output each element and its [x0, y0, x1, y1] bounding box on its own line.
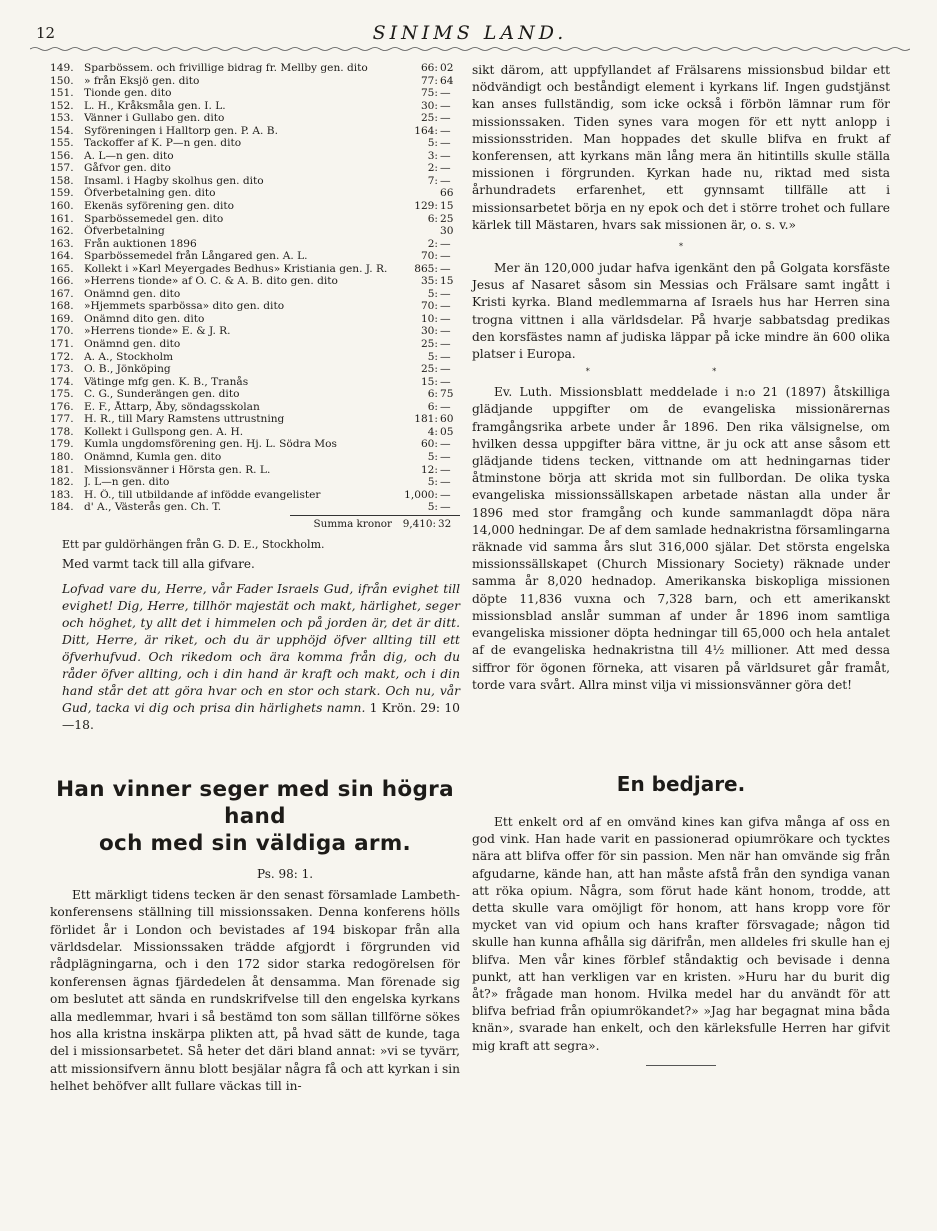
ledger-amount [402, 388, 460, 401]
ledger-amount [402, 351, 460, 364]
ledger-row [50, 501, 460, 514]
ledger-ore: 30 [440, 225, 454, 238]
page-header [30, 22, 910, 48]
ledger-description: Kumla ungdomsförening gen. Hj. L. Södra Mos [84, 438, 337, 451]
ledger-description: d' A., Västerås gen. Ch. T. [84, 501, 222, 514]
ledger-row [50, 250, 460, 263]
ledger-description: Kollekt i Gullspong gen. A. H. [84, 425, 244, 438]
article-title [50, 776, 460, 857]
donation-ledger [50, 62, 460, 514]
ledger-amount [402, 112, 460, 125]
ledger-amount [402, 187, 460, 200]
ledger-description: Ekenäs syförening gen. dito [84, 200, 235, 213]
ledger-ore: — [440, 438, 451, 451]
ledger-number: 166. [50, 275, 74, 288]
article-scripture-ref: Ps. 98: 1. [256, 866, 314, 881]
bedjare-title: En bedjare. [616, 771, 746, 796]
ledger-kronor: 2: [427, 162, 438, 175]
ledger-row [50, 451, 460, 464]
ledger-number: 184. [50, 501, 74, 514]
ledger-ore: — [440, 124, 451, 137]
ledger-description: Insaml. i Hagby skolhus gen. dito [84, 174, 264, 187]
ledger-kronor: 60: [420, 438, 438, 451]
ledger-number: 154. [50, 124, 74, 137]
ledger-amount [402, 363, 460, 376]
ledger-kronor: 3: [427, 149, 438, 162]
ledger-ore: — [440, 300, 451, 313]
ledger-amount [402, 325, 460, 338]
ledger-description: A. L—n gen. dito [84, 149, 174, 162]
ledger-amount [402, 288, 460, 301]
ledger-row [50, 438, 460, 451]
ledger-kronor: 66: [420, 62, 438, 74]
thanks-line: Med varmt tack till alla gifvare. [62, 556, 255, 571]
ledger-kronor: 77: [420, 74, 438, 87]
ledger-number: 149. [50, 62, 74, 74]
ledger-description: Syföreningen i Halltorp gen. P. A. B. [84, 124, 278, 137]
ledger-amount [402, 137, 460, 150]
ledger-number: 181. [50, 463, 74, 476]
ledger-ore: — [440, 312, 451, 325]
article-continuation: sikt därom, att uppfyllandet af Frälsarens missionsbud bildar ett nödvändigt och beståndigt element i kyrkans lif. Ingen gudstjänst kan anses fullständig, som icke också i förbön lämnar rum för missionssaken. Tiden synes vara mogen för ett nytt anlopp i missionsstriden. Man hoppades det skulle blifva en frukt af konferensen, att kyrkans män lång mera än hitintills skulle ställa missionen i förgrunden. Kyrkan hade nu, riktad med sista århundradets erfarenhet, ett gynnsamt tillfälle att i missionsarbetet börja en ny epok och det i större trohet och fullare kärlek till Mästaren, hvars sak missionen är, o. s. v.» [472, 63, 890, 232]
ledger-amount [402, 413, 460, 426]
ledger-number: 168. [50, 300, 74, 313]
ledger-ore: — [440, 375, 451, 388]
ledger-amount [402, 426, 460, 439]
bedjare-text: Ett enkelt ord af en omvänd kines kan gifva många af oss en god vink. Han hade varit en passionerad opiumrökare och tycktes nära att blifva offer för sin passion. Men när han omvände sig från afgudarne, kände han, att han måste afstå från den syndiga vanan att röka opium. Några, som förut hade känt honom, trodde, att detta skulle vara omöjligt för honom, att hans kropp vore för mycket van vid opium och hans krafter försvagade; någon tid skulle han kunna afhålla sig därifrån, men alldeles fri skulle han ej blifva. Men vår kines förblef ståndaktig och bevisade i denna punkt, att han verkligen var en kristen. »Huru har du burit dig åt?» frågade man honom. Hvilka medel har du användt för att blifva befriad från opiumrökandet?» »Jag har begagnat mina båda knän», svarade han enkelt, och den kärleksfulle Herren har gifvit mig kraft att segra». [472, 814, 890, 1053]
ledger-total [50, 518, 460, 530]
ledger-row [50, 426, 460, 439]
ledger-number: 175. [50, 388, 74, 401]
ledger-description: Missionsvänner i Hörsta gen. R. L. [84, 463, 271, 476]
ledger-row [50, 112, 460, 125]
ledger-row [50, 476, 460, 489]
ledger-kronor: 1,000: [404, 488, 438, 501]
ledger-ore: — [440, 162, 451, 175]
ledger-description: Tionde gen. dito [84, 87, 172, 100]
ledger-ore: 15 [440, 200, 454, 213]
ledger-description: Onämnd dito gen. dito [84, 312, 205, 325]
luth-note: Ev. Luth. Missionsblatt meddelade i n:o 21 (1897) åtskilliga glädjande uppgifter om de evangeliska missionärernas framgångsrika arbete under år 1896. Den rika välsignelse, om hvilken dessa uppgifter bära vittne, är ju ock att anse såsom ett glädjande tidens tecken, vittnande om att hedningarnas tider åtminstone börja att skrida mot sin fullbordan. De olika tyska evangeliska missionssällskapen arbetade nästan alla under år 1896 med stor framgång och kunde sammanlagdt döpa nära 14,000 hedningar. De af dem samlade hednakristna församlingarna räknade vid samma års slut 316,000 själar. Det största engelska missionssällskapet (Church Missionary Society) räknade under samma år 8,020 hednadop. Amerikanska biskopliga missionen döpte 11,836 vuxna och 7,328 barn, och ett amerikanskt missionsblad anslår summan af under år 1896 inom samtliga evangeliska missioner döpta hedningar till 65,000 och hela antalet af de evangeliska hednakristna till 4½ millioner. Att med dessa siffror för ögonen förneka, att visaren på världsuret går framåt, torde vara svårt. Allra minst vilja vi missionsvänner göra det! [472, 385, 890, 692]
ledger-ore: — [440, 262, 451, 275]
header-wavy-rule [30, 46, 910, 52]
ledger-ore: — [440, 338, 451, 351]
total-rule [290, 515, 460, 516]
ledger-description: Vätinge mfg gen. K. B., Tranås [84, 375, 249, 388]
ledger-ore: — [440, 250, 451, 263]
ledger-amount [402, 87, 460, 100]
ledger-description: Kollekt i »Karl Meyergades Bedhus» Kristiania gen. J. R. [84, 262, 388, 275]
ledger-kronor: 5: [427, 287, 438, 300]
ledger-description: E. F., Åttarp, Åby, söndagsskolan [84, 400, 260, 413]
ledger-kronor: 2: [427, 237, 438, 250]
ledger-description: Vänner i Gullabo gen. dito [84, 112, 225, 125]
ledger-ore: — [440, 325, 451, 338]
ledger-kronor: 4: [427, 425, 438, 438]
ledger-row [50, 376, 460, 389]
ledger-kronor: 7: [427, 174, 438, 187]
ledger-kronor: 25: [420, 363, 438, 376]
ledger-row [50, 489, 460, 502]
ledger-row [50, 100, 460, 113]
ledger-row [50, 464, 460, 477]
ledger-description: H. R., till Mary Ramstens uttrustning [84, 413, 285, 426]
ledger-description: H. Ö., till utbildande af infödde evangelister [84, 488, 321, 501]
ledger-number: 169. [50, 312, 74, 325]
ledger-ore: — [440, 237, 451, 250]
judar-note: Mer än 120,000 judar hafva igenkänt den på Golgata korsfäste Jesus af Nasaret såsom sin Messias och Frälsare samt ingått i Kristi kyrka. Bland medlemmarna af Israels hus har Herren sina trogna vittnen i alla världsdelar. På hvarje sabbatsdag predikas den korsfästes namn af judiska läppar på icke mindre än 600 olika platser i Europa. [472, 261, 890, 362]
ledger-row [50, 175, 460, 188]
ledger-row [50, 213, 460, 226]
ledger-number: 162. [50, 225, 74, 238]
ledger-row [50, 238, 460, 251]
ledger-row [50, 338, 460, 351]
ledger-amount [402, 476, 460, 489]
total-label: Summa kronor [313, 517, 392, 530]
ledger-ore: — [440, 137, 451, 150]
ledger-kronor: 129: [414, 200, 438, 213]
ledger-row [50, 263, 460, 276]
ledger-kronor: 30: [420, 325, 438, 338]
ledger-ore: 02 [440, 62, 454, 74]
ledger-description: C. G., Sunderängen gen. dito [84, 388, 240, 401]
ledger-amount [402, 162, 460, 175]
ledger-ore: 15 [440, 275, 454, 288]
ledger-number: 182. [50, 476, 74, 489]
article-title-line1: Han vinner seger med sin högra hand [56, 776, 454, 829]
ledger-amount [402, 100, 460, 113]
ledger-amount [402, 501, 460, 514]
ledger-row [50, 87, 460, 100]
ledger-kronor: 70: [420, 300, 438, 313]
psalm-text: Lofvad vare du, Herre, vår Fader Israels Gud, ifrån evighet till evighet! Dig, Herre, tillhör majestät och makt, härlighet, seger och höghet, ty allt det i himmelen och på jorden är, det är ditt. Ditt, Herre, är riket, och du är upphöjd öfver allting till ett öfverhufvud. Och rikedom och ära komma från dig, och du råder öfver allting, och i din hand är kraft och makt, och i din hand står det att göra hvar och en stor och stark. Och nu, vår Gud, tacka vi dig och prisa din härlighets namn. [62, 581, 460, 715]
ledger-ore: — [440, 350, 451, 363]
ledger-kronor: 15: [420, 375, 438, 388]
ledger-ore: — [440, 501, 451, 514]
ledger-number: 152. [50, 99, 74, 112]
ledger-amount [402, 200, 460, 213]
total-ore: 32 [438, 517, 452, 530]
ledger-kronor: 6: [427, 400, 438, 413]
ledger-row [50, 300, 460, 313]
ledger-description: Gåfvor gen. dito [84, 162, 171, 175]
psalm-quote [62, 581, 460, 734]
ledger-row [50, 125, 460, 138]
ledger-kronor: 181: [414, 413, 438, 426]
ledger-ore: — [440, 87, 451, 100]
ledger-description: Öfverbetalning [84, 225, 165, 238]
ledger-number: 158. [50, 174, 74, 187]
ledger-row [50, 363, 460, 376]
ledger-kronor: 865: [414, 262, 438, 275]
ledger-description: Sparbössem. och frivillige bidrag fr. Mellby gen. dito [84, 62, 368, 74]
ledger-amount [402, 464, 460, 477]
ledger-amount [402, 300, 460, 313]
ledger-number: 178. [50, 425, 74, 438]
ledger-kronor: 5: [427, 476, 438, 489]
ledger-description: »Herrens tionde» af O. C. & A. B. dito gen. dito [84, 275, 338, 288]
ledger-description: Sparbössemedel gen. dito [84, 212, 224, 225]
ledger-ore: — [440, 488, 451, 501]
ledger-amount [402, 338, 460, 351]
ledger-ore: 66 [440, 187, 454, 200]
ledger-kronor: 25: [420, 112, 438, 125]
ledger-row [50, 187, 460, 200]
ledger-description: O. B., Jönköping [84, 363, 171, 376]
ledger-number: 176. [50, 400, 74, 413]
ledger-description: Onämnd gen. dito [84, 287, 181, 300]
ledger-amount [402, 401, 460, 414]
ledger-amount [402, 150, 460, 163]
section-stars: * * [585, 367, 777, 377]
ledger-number: 180. [50, 450, 74, 463]
ledger-number: 151. [50, 87, 74, 100]
ledger-row [50, 288, 460, 301]
ledger-description: Öfverbetalning gen. dito [84, 187, 216, 200]
ledger-number: 161. [50, 212, 74, 225]
ledger-kronor: 6: [427, 388, 438, 401]
ledger-amount [402, 489, 460, 502]
ledger-amount [402, 175, 460, 188]
ledger-number: 155. [50, 137, 74, 150]
ledger-amount [402, 451, 460, 464]
ledger-ore: 60 [440, 413, 454, 426]
ledger-kronor: 164: [414, 124, 438, 137]
article-body: Ett märkligt tidens tecken är den senast församlade Lambeth-konferensens ställning till missionssaken. Denna konferens hölls förlidet år i London och bevistades af 194 biskopar från alla världsdelar. Missionssaken trädde afgjordt i förgrunden vid rådplägningarna, och i den 172 sidor starka redogörelsen för konferensen ägnas fjärdedelen åt densamma. Man förenade sig om beslutet att sända en rundskrifvelse till den engelska kyrkans alla medlemmar, hvari i så bestämd ton som sällan tillförne sökes hos alla kristna inskärpa plikten att, på hvad sätt de kunde, taga del i missionsarbetet. Så heter det däri bland annat: »vi se tyvärr, att missionsifvern ännu blott besjälar några få och att kyrkan i sin helhet behöfver allt fullare väckas till in- [50, 887, 460, 1094]
right-column [472, 62, 890, 1066]
ledger-number: 183. [50, 488, 74, 501]
end-rule [646, 1065, 716, 1066]
ledger-number: 167. [50, 287, 74, 300]
ledger-number: 170. [50, 325, 74, 338]
ledger-row [50, 313, 460, 326]
ledger-number: 157. [50, 162, 74, 175]
ledger-ore: — [440, 400, 451, 413]
ledger-amount [402, 376, 460, 389]
ledger-row [50, 75, 460, 88]
ledger-ore: — [440, 476, 451, 489]
ledger-amount [402, 263, 460, 276]
ledger-ore: — [440, 450, 451, 463]
ledger-row [50, 413, 460, 426]
ledger-number: 163. [50, 237, 74, 250]
ledger-kronor: 25: [420, 338, 438, 351]
ledger-amount [402, 313, 460, 326]
ledger-description: »Hjemmets sparbössa» dito gen. dito [84, 300, 285, 313]
ledger-amount [402, 75, 460, 88]
ledger-kronor: 5: [427, 350, 438, 363]
ledger-ore: — [440, 112, 451, 125]
total-kronor: 9,410: [402, 517, 436, 530]
ledger-kronor: 70: [420, 250, 438, 263]
ledger-number: 171. [50, 338, 74, 351]
ledger-number: 165. [50, 262, 74, 275]
ledger-row [50, 200, 460, 213]
ledger-number: 150. [50, 74, 74, 87]
ledger-row [50, 137, 460, 150]
ledger-ore: — [440, 363, 451, 376]
ledger-row [50, 351, 460, 364]
ledger-kronor: 35: [420, 275, 438, 288]
ledger-number: 159. [50, 187, 74, 200]
section-star: * [679, 242, 683, 252]
ledger-amount [402, 125, 460, 138]
ledger-ore: — [440, 287, 451, 300]
ledger-kronor: 30: [420, 99, 438, 112]
ledger-ore: 05 [440, 425, 454, 438]
ledger-ore: 25 [440, 212, 454, 225]
ledger-description: J. L—n gen. dito [84, 476, 170, 489]
ledger-row [50, 62, 460, 75]
ledger-description: Tackoffer af K. P—n gen. dito [84, 137, 242, 150]
left-column [50, 62, 460, 1096]
ledger-number: 156. [50, 149, 74, 162]
ledger-description: L. H., Kråksmåla gen. I. L. [84, 99, 226, 112]
psalm-reference: 1 Krön. 29: 10—18. [62, 700, 460, 732]
ledger-ore: — [440, 99, 451, 112]
ledger-description: » från Eksjö gen. dito [84, 74, 200, 87]
ledger-kronor: 5: [427, 450, 438, 463]
ledger-row [50, 225, 460, 238]
ledger-row [50, 150, 460, 163]
ledger-kronor: 12: [420, 463, 438, 476]
ledger-description: »Herrens tionde» E. & J. R. [84, 325, 231, 338]
ledger-ore: — [440, 149, 451, 162]
article-title-line2: och med sin väldiga arm. [98, 830, 412, 856]
ledger-row [50, 388, 460, 401]
ledger-number: 164. [50, 250, 74, 263]
ledger-number: 179. [50, 438, 74, 451]
ledger-description: Från auktionen 1896 [84, 237, 197, 250]
ledger-ore: — [440, 174, 451, 187]
ledger-row [50, 325, 460, 338]
ledger-number: 153. [50, 112, 74, 125]
ledger-number: 177. [50, 413, 74, 426]
ledger-amount [402, 62, 460, 75]
ledger-description: Sparbössemedel från Långared gen. A. L. [84, 250, 308, 263]
ledger-amount [402, 238, 460, 251]
ledger-description: Onämnd gen. dito [84, 338, 181, 351]
ledger-amount [402, 250, 460, 263]
page-number: 12 [36, 24, 56, 42]
ledger-amount [402, 225, 460, 238]
gift-note: Ett par guldörhängen från G. D. E., Stockholm. [62, 537, 325, 551]
ledger-kronor: 10: [420, 312, 438, 325]
ledger-number: 160. [50, 200, 74, 213]
ledger-description: Onämnd, Kumla gen. dito [84, 450, 222, 463]
ledger-row [50, 401, 460, 414]
ledger-kronor: 5: [427, 501, 438, 514]
ledger-number: 172. [50, 350, 74, 363]
ledger-row [50, 275, 460, 288]
ledger-number: 173. [50, 363, 74, 376]
ledger-amount [402, 438, 460, 451]
ledger-kronor: 75: [420, 87, 438, 100]
ledger-number: 174. [50, 375, 74, 388]
ledger-description: A. A., Stockholm [84, 350, 174, 363]
ledger-row [50, 162, 460, 175]
ledger-kronor: 6: [427, 212, 438, 225]
running-title: SINIMS LAND. [372, 22, 568, 44]
ledger-amount [402, 213, 460, 226]
ledger-ore: 75 [440, 388, 454, 401]
ledger-kronor: 5: [427, 137, 438, 150]
ledger-amount [402, 275, 460, 288]
ledger-ore: 64 [440, 74, 454, 87]
ledger-ore: — [440, 463, 451, 476]
